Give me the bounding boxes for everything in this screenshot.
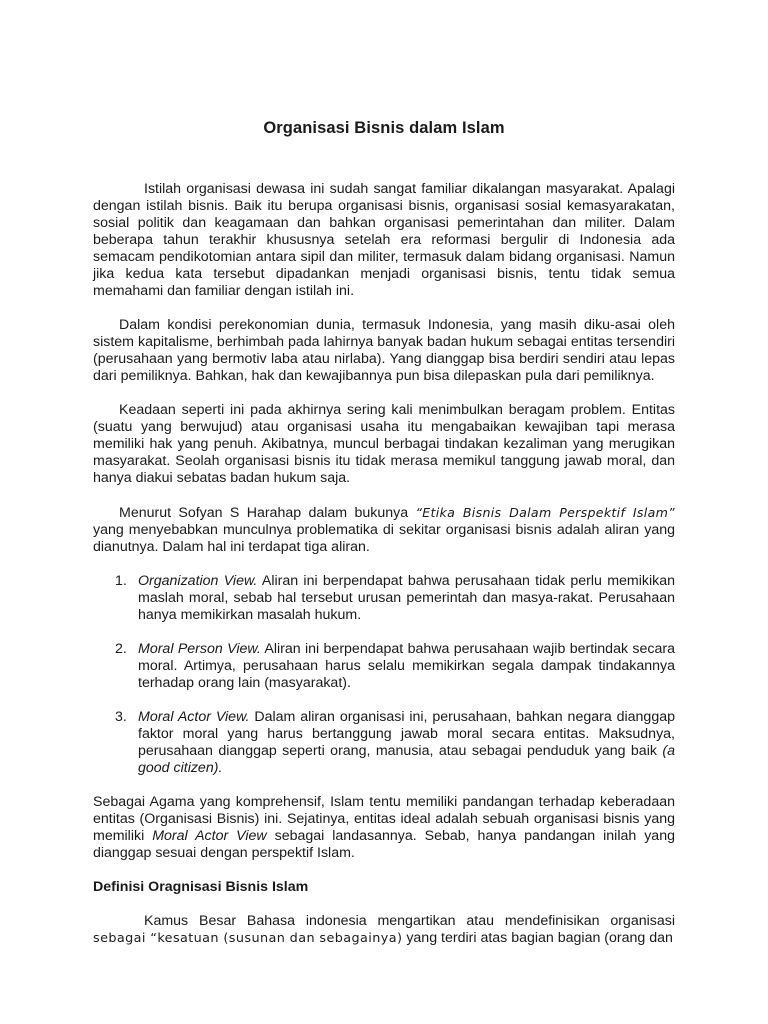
paragraph-4 — [93, 504, 675, 556]
list-item — [93, 573, 675, 624]
list-item-description: Aliran ini berpendapat bahwa perusahaan tidak perlu memikikan maslah moral, sebab hal tersebut urusan pemerintah dan masya-rakat. Perusahaan hanya memikirkan masalah hukum. — [138, 573, 675, 623]
book-title: “Etika Bisnis Dalam Perspektif Islam” — [415, 505, 675, 520]
paragraph-6 — [93, 913, 675, 947]
paragraph-5-text-end: sebagai landasannya. Sebab, hanya pandangan inilah yang dianggap sesuai dengan perspektif Islam. — [93, 828, 675, 861]
list-item-number: 3. — [115, 709, 127, 725]
paragraph-6-line-2-start: sebagai “kesatuan (susunan dan sebagainya) — [93, 931, 403, 946]
list-item-description: Aliran ini berpendapat bahwa perusahaan wajib bertindak secara moral. Artimya, perusahaan harus selalu memikirkan segala dampak tindakannya terhadap orang lain (masyarakat). — [138, 641, 675, 691]
document-title: Organisasi Bisnis dalam Islam — [263, 119, 505, 137]
paragraph-6-line-2-end: yang terdiri atas bagian bagian (orang dan — [402, 930, 673, 946]
list-item — [93, 641, 675, 692]
list-item-term: Moral Actor View. — [138, 709, 250, 725]
paragraph-5 — [93, 794, 675, 862]
list-item-text — [138, 709, 675, 777]
paragraph-5-text-start: Sebagai Agama yang komprehensif, Islam tentu memiliki pandangan terhadap keberadaan entitas (Organisasi Bisnis) ini. Sejatinya, entitas ideal adalah sebuah organisasi bisnis yang memiliki — [93, 794, 675, 844]
list-item — [93, 709, 675, 777]
views-list — [93, 573, 675, 777]
paragraph-3: Keadaan seperti ini pada akhirnya sering kali menimbulkan beragam problem. Entitas (suatu yang berwujud) atau organisasi usaha itu mengabaikan kewajiban tapi merasa memiliki hak yang penuh. Akibatnya, muncul berbagai tindakan kezaliman yang merugikan masyarakat. Seolah organisasi bisnis itu tidak merasa memikul tanggung jawab moral, dan hanya diakui sebatas badan hukum saja. — [93, 402, 675, 486]
paragraph-4-text-start: Menurut Sofyan S Harahap dalam bukunya — [119, 505, 416, 521]
list-item-term: Moral Person View. — [138, 641, 261, 657]
list-item-number: 2. — [115, 641, 127, 657]
list-item-text — [138, 573, 675, 624]
list-item-number: 1. — [115, 573, 127, 589]
list-item-italic-tail: (a good citizen). — [138, 743, 675, 776]
list-item-description: Dalam aliran organisasi ini, perusahaan, bahkan negara dianggap faktor moral yang harus bertanggung jawab moral secara entitas. Maksudnya, perusahaan dianggap seperti orang, manusia, atau sebagai penduduk yang baik — [138, 709, 675, 759]
paragraph-1: Istilah organisasi dewasa ini sudah sangat familiar dikalangan masyarakat. Apalagi dengan istilah bisnis. Baik itu berupa organisasi bisnis, organisasi sosial kemasyarakatan, sosial politik dan keagamaan dan bahkan organisasi pemerintahan dan militer. Dalam beberapa tahun terakhir khususnya setelah era reformasi bergulir di Indonesia ada semacam pendikotomian antara sipil dan militer, termasuk dalam bidang organisasi. Namun jika kedua kata tersebut dipadankan menjadi organisasi bisnis, tentu tidak semua memahami dan familiar dengan istilah ini. — [93, 181, 675, 299]
list-item-text — [138, 641, 675, 692]
paragraph-4-text-end: yang menyebabkan munculnya problematika di sekitar organisasi bisnis adalah aliran yang dianutnya. Dalam hal ini terdapat tiga aliran. — [93, 522, 675, 555]
list-item-term: Organization View. — [138, 573, 258, 589]
section-heading: Definisi Oragnisasi Bisnis Islam — [93, 879, 309, 895]
paragraph-2: Dalam kondisi perekonomian dunia, termasuk Indonesia, yang masih diku-asai oleh sistem kapitalisme, berhimbah pada lahirnya banyak badan hukum sebagai entitas tersendiri (perusahaan yang bermotiv laba atau nirlaba). Yang dianggap bisa berdiri sendiri atau lepas dari pemiliknya. Bahkan, hak dan kewajibannya pun bisa dilepaskan pula dari pemiliknya. — [93, 317, 675, 384]
paragraph-6-line-1: Kamus Besar Bahasa indonesia mengartikan atau mendefinisikan organisasi — [144, 913, 675, 929]
document-content — [93, 120, 675, 964]
paragraph-5-term: Moral Actor View — [152, 828, 267, 844]
